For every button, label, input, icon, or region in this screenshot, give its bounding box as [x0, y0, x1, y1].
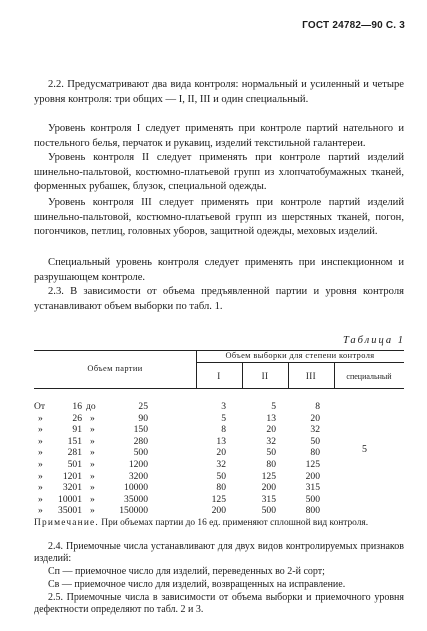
cell-ditto: »	[38, 493, 43, 505]
cell-level-3: 50	[310, 435, 320, 447]
cell-ditto: »	[90, 458, 95, 470]
paragraph-special-level: Специальный уровень контроля следует применять при инспекционном и разрушающем контроле.	[34, 257, 404, 283]
cell-level-3: 200	[305, 470, 320, 482]
header-level-2: II	[261, 371, 269, 381]
cell-level-1: 80	[216, 482, 226, 494]
column-level-1	[196, 401, 226, 517]
header-sample-size: Объем выборки для степени контроля	[225, 351, 375, 360]
cell-ditto: »	[90, 412, 95, 424]
cell-ditto: »	[90, 447, 95, 459]
cell-lower: 151	[67, 435, 82, 447]
cell-level-2: 5	[271, 401, 276, 412]
cell-ditto: »	[38, 482, 43, 494]
cell-level-1: 5	[221, 412, 226, 424]
cell-level-3: 20	[310, 412, 320, 424]
header-level-special: специальный	[346, 372, 392, 381]
cell-upper: 280	[133, 435, 148, 447]
paragraph-2-3: 2.3. В зависимости от объема предъявленной партии и уровня контроля устанавливают объем выборки по табл. 1.	[34, 286, 404, 312]
cell-lower: 281	[67, 447, 82, 459]
cell-level-3: 315	[305, 482, 320, 494]
cell-lower: 3201	[62, 482, 82, 494]
cell-level-3: 80	[310, 447, 320, 459]
cell-level-1: 125	[211, 493, 226, 505]
paragraph-2-4: 2.4. Приемочные числа устанавливают для двух видов контролируемых признаков изделий:	[34, 541, 404, 565]
cell-level-2: 50	[266, 447, 276, 459]
paragraph-2-5: 2.5. Приемочные числа в зависимости от объема выборки и приемочного уровня дефектности определяют по табл. 2 и 3.	[34, 592, 404, 616]
table-caption: Таблица 1	[342, 335, 405, 346]
cell-level-3: 500	[305, 493, 320, 505]
cell-lower: 16	[72, 401, 82, 412]
column-to-label	[86, 401, 106, 517]
cell-upper: 150000	[119, 505, 148, 517]
cell-level-2: 80	[266, 458, 276, 470]
column-level-3	[290, 401, 320, 517]
column-from	[34, 401, 54, 517]
cell-upper: 3200	[128, 470, 148, 482]
cell-level-2: 125	[261, 470, 276, 482]
cell-ditto: »	[38, 435, 43, 447]
note-keyword: Примечание.	[34, 518, 99, 528]
cell-level-1: 13	[216, 435, 226, 447]
column-lower-bound	[54, 401, 82, 517]
paragraph-level-2: Уровень контроля II следует применять при контроле партий изделий шинельно-пальтовой, костюмно-платьевой групп из хлопчатобумажных тканей, форменных рубашек, блузок, специальной одежды.	[34, 152, 404, 193]
paragraph-sv: Св — приемочное число для изделий, возвращенных на исправление.	[48, 579, 346, 590]
cell-level-1: 3	[221, 401, 226, 412]
cell-upper: 1200	[128, 458, 148, 470]
table-group-rule	[196, 362, 404, 363]
cell-special-level: 5	[362, 444, 367, 455]
cell-ditto: »	[90, 505, 95, 517]
cell-level-2: 20	[266, 424, 276, 436]
cell-from: От	[34, 401, 46, 412]
cell-level-2: 500	[261, 505, 276, 517]
cell-level-3: 800	[305, 505, 320, 517]
cell-ditto: »	[90, 470, 95, 482]
header-level-3: III	[305, 371, 317, 381]
page-header: ГОСТ 24782—90 С. 3	[302, 20, 405, 31]
cell-level-3: 32	[310, 424, 320, 436]
cell-lower: 35001	[58, 505, 82, 517]
cell-lower: 501	[67, 458, 82, 470]
table-header-rule	[34, 388, 404, 389]
paragraph-level-1: Уровень контроля I следует применять при контроле партий нательного и постельного белья, перчаток и рукавиц, изделий текстильной галантереи.	[34, 123, 404, 149]
column-upper-bound	[104, 401, 148, 517]
cell-lower: 91	[72, 424, 82, 436]
cell-level-1: 8	[221, 424, 226, 436]
cell-ditto: »	[38, 447, 43, 459]
cell-level-2: 32	[266, 435, 276, 447]
cell-upper: 500	[133, 447, 148, 459]
cell-upper: 25	[138, 401, 148, 412]
paragraph-level-3: Уровень контроля III следует применять при контроле партий изделий шинельно-пальтовой, костюмно-платьевой групп из шерстяных тканей, погон, погончиков, петлиц, головных уборов, защитной одежды, меховых изделий.	[34, 197, 404, 238]
cell-level-1: 50	[216, 470, 226, 482]
cell-level-2: 200	[261, 482, 276, 494]
paragraph-2-2: 2.2. Предусматривают два вида контроля: нормальный и усиленный и четыре уровня контроля: три общих — I, II, III и один специальный.	[34, 79, 404, 105]
cell-level-1: 20	[216, 447, 226, 459]
table-note	[34, 517, 404, 530]
header-batch-size: Объем партии	[87, 364, 143, 373]
cell-ditto: »	[38, 470, 43, 482]
cell-lower: 10001	[58, 493, 82, 505]
cell-ditto: »	[38, 424, 43, 436]
cell-to: до	[86, 401, 96, 412]
cell-ditto: »	[38, 505, 43, 517]
column-level-2	[246, 401, 276, 517]
cell-level-3: 125	[305, 458, 320, 470]
cell-level-1: 32	[216, 458, 226, 470]
note-text: При объемах партии до 16 ед. применяют сплошной вид контроля.	[101, 518, 369, 528]
cell-lower: 26	[72, 412, 82, 424]
cell-ditto: »	[90, 493, 95, 505]
cell-lower: 1201	[62, 470, 82, 482]
cell-ditto: »	[38, 412, 43, 424]
cell-upper: 90	[138, 412, 148, 424]
cell-level-2: 13	[266, 412, 276, 424]
cell-upper: 35000	[124, 493, 148, 505]
cell-level-1: 200	[211, 505, 226, 517]
cell-ditto: »	[90, 435, 95, 447]
cell-upper: 10000	[124, 482, 148, 494]
header-level-1: I	[217, 371, 221, 381]
paragraph-sp: Сп — приемочное число для изделий, переведенных во 2-й сорт;	[48, 566, 325, 577]
cell-ditto: »	[38, 458, 43, 470]
cell-upper: 150	[133, 424, 148, 436]
cell-level-2: 315	[261, 493, 276, 505]
cell-ditto: »	[90, 424, 95, 436]
cell-ditto: »	[90, 482, 95, 494]
cell-level-3: 8	[315, 401, 320, 412]
